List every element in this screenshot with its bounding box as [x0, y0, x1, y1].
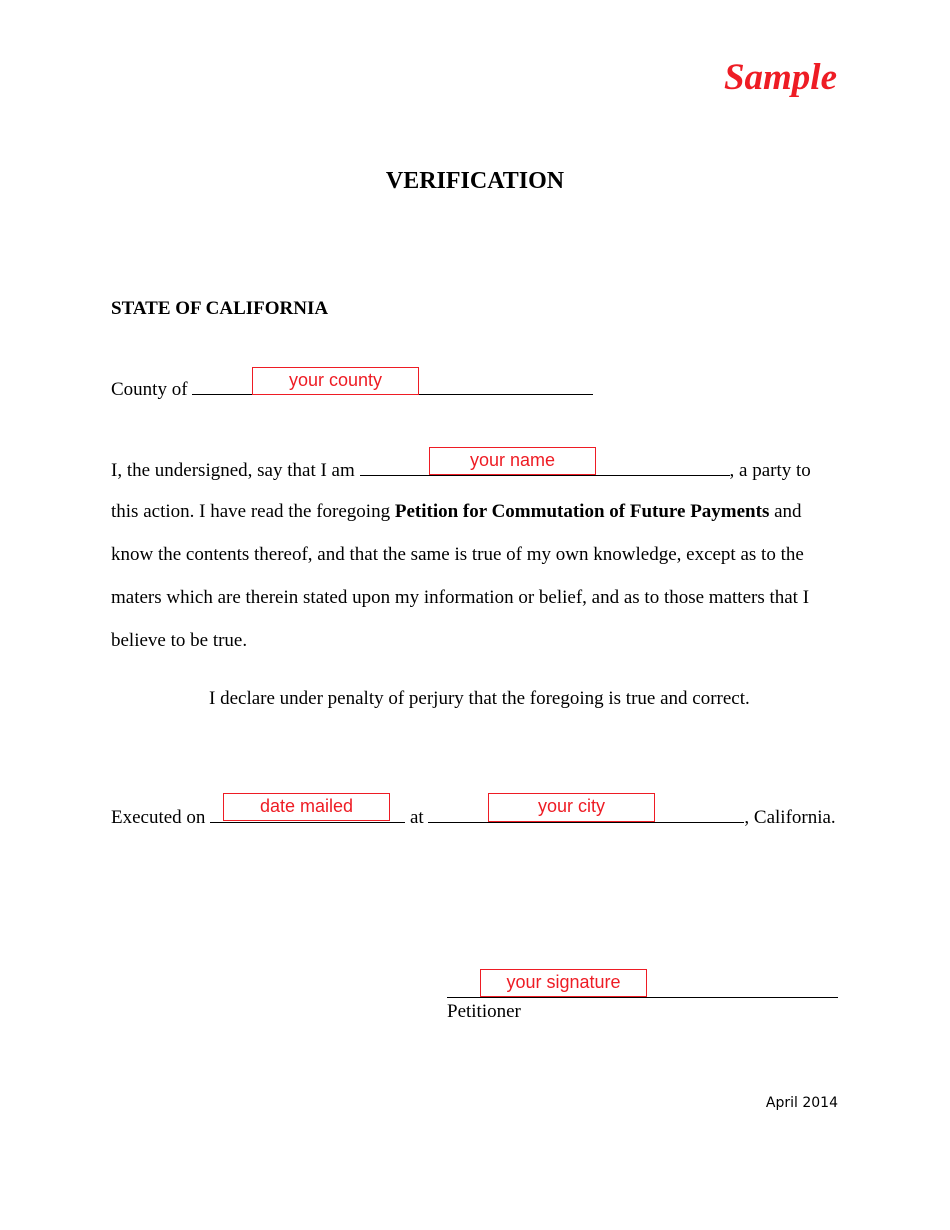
sample-stamp: Sample	[723, 57, 837, 98]
statement-line-2-after: and	[774, 501, 802, 522]
document-title: VERIFICATION	[385, 168, 565, 194]
statement-line-1-prefix: I, the undersigned, say that I am	[111, 460, 355, 481]
executed-on-label: Executed on	[111, 807, 206, 828]
statement-line-2	[111, 501, 802, 523]
city-field[interactable]: your city	[488, 793, 655, 822]
execution-line	[111, 805, 836, 829]
name-field[interactable]: your name	[429, 447, 596, 475]
petition-title: Petition for Commutation of Future Payments	[394, 501, 770, 522]
state-heading: STATE OF CALIFORNIA	[111, 298, 329, 319]
at-label: at	[409, 807, 424, 828]
statement-line-2-before: this action. I have read the foregoing	[111, 501, 391, 522]
petitioner-caption: Petitioner	[447, 1001, 521, 1022]
california-label: , California.	[744, 807, 836, 828]
footer-date: April 2014	[765, 1095, 838, 1111]
county-label: County of	[111, 379, 188, 400]
statement-line-4: maters which are therein stated upon my information or belief, and as to those matters that I	[111, 587, 810, 608]
perjury-declaration: I declare under penalty of perjury that the foregoing is true and correct.	[209, 688, 750, 709]
signature-field[interactable]: your signature	[480, 969, 647, 997]
date-field[interactable]: date mailed	[223, 793, 390, 821]
statement-line-3: know the contents thereof, and that the same is true of my own knowledge, except as to the	[111, 544, 804, 565]
statement-line-1-suffix: , a party to	[729, 460, 811, 481]
signature-line	[447, 997, 838, 998]
county-field[interactable]: your county	[252, 367, 419, 395]
statement-line-5: believe to be true.	[111, 630, 248, 651]
